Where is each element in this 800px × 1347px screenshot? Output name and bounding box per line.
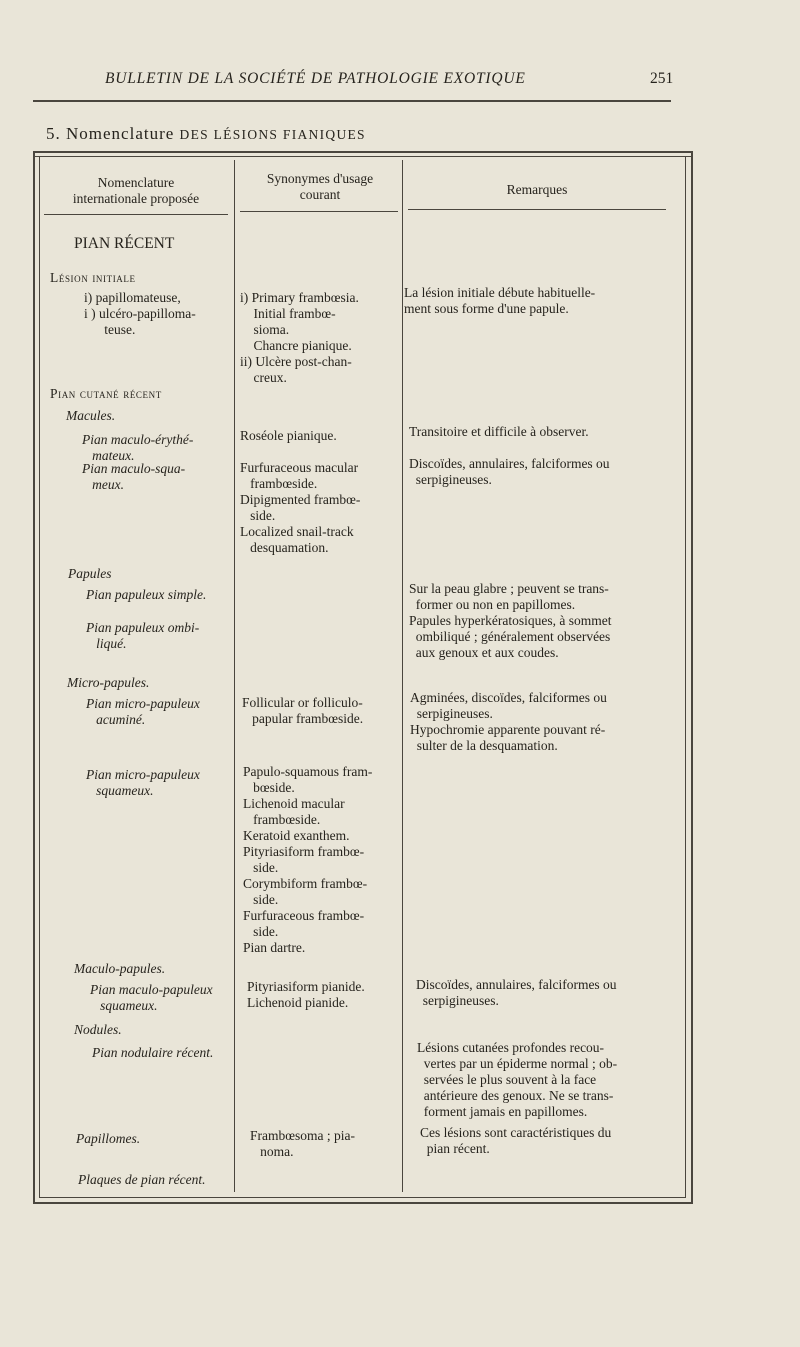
- initiale-synonymes: i) Primary frambœsia. Initial frambœ- sioma. Chancre pianique. ii) Ulcère post-chan- creux.: [240, 290, 359, 385]
- table-border-top-inner: [33, 156, 693, 157]
- section-title-rest: DES LÉSIONS FIANIQUES: [179, 127, 366, 142]
- maculo-papuleux-synonymes: Pityriasiform pianide. Lichenoid pianide.: [247, 979, 365, 1010]
- papuleux-simple-remarques: Sur la peau glabre ; peuvent se trans- former ou non en papillomes.: [409, 581, 609, 612]
- macules-erythemateux-remarques: Transitoire et difficile à observer.: [409, 424, 589, 439]
- micro-acumine-synonymes: Follicular or folliculo- papular frambœside.: [242, 695, 364, 726]
- papuleux-ombilique-nomenclature: Pian papuleux ombi- liqué.: [86, 620, 200, 651]
- table-border-left-inner: [39, 156, 40, 1198]
- column-header-nomenclature: Nomenclature internationale proposée: [72, 175, 200, 206]
- micro-acumine-nomenclature: Pian micro-papuleux acuminé.: [86, 696, 200, 727]
- group-maculo-papules: Maculo-papules.: [74, 961, 166, 976]
- initiale-remarques: La lésion initiale débute habituelle- ment sous forme d'une papule.: [404, 285, 596, 316]
- papillomes-synonymes: Frambœsoma ; pia- noma.: [250, 1128, 355, 1159]
- papuleux-ombilique-remarques: Papules hyperkératosiques, à sommet ombiliqué ; généralement observées aux genoux et aux coudes.: [409, 613, 612, 660]
- table-border-right-inner: [685, 156, 686, 1198]
- nodulaire-nomenclature: Pian nodulaire récent.: [92, 1045, 214, 1060]
- group-papillomes: Papillomes.: [76, 1131, 141, 1146]
- papillomes-remarques: Ces lésions sont caractéristiques du pian récent.: [420, 1125, 612, 1156]
- column-divider-2: [402, 160, 403, 1192]
- macules-squameux-synonymes: Furfuraceous macular frambœside. Dipigmented frambœ- side. Localized snail-track desquamation.: [240, 460, 361, 555]
- maculo-papuleux-remarques: Discoïdes, annulaires, falciformes ou serpigineuses.: [416, 977, 617, 1008]
- section-number: 5.: [46, 124, 61, 143]
- macules-squameux-remarques: Discoïdes, annulaires, falciformes ou serpigineuses.: [409, 456, 610, 487]
- column-divider-1: [234, 160, 235, 1192]
- maculo-papuleux-nomenclature: Pian maculo-papuleux squameux.: [90, 982, 213, 1013]
- group-micro-papules: Micro-papules.: [67, 675, 150, 690]
- group-nodules: Nodules.: [74, 1022, 122, 1037]
- header-underline-1: [44, 214, 228, 215]
- initiale-nomenclature: i) papillomateuse, i ) ulcéro-papilloma- teuse.: [84, 290, 196, 337]
- table-border-right: [691, 151, 693, 1203]
- header-underline-2: [240, 211, 398, 212]
- micro-squameux-nomenclature: Pian micro-papuleux squameux.: [86, 767, 200, 798]
- micro-acumine-remarques: Agminées, discoïdes, falciformes ou serpigineuses. Hypochromie apparente pouvant ré- sulter de la desquamation.: [410, 690, 607, 753]
- heading-pian-cutane-recent: Pian cutané récent: [50, 386, 162, 401]
- column-header-remarques: Remarques: [506, 182, 568, 197]
- nodulaire-remarques: Lésions cutanées profondes recou- vertes par un épiderme normal ; ob- servées le plus souvent à la face antérieure des genoux. Ne se trans- forment jamais en papillomes.: [417, 1040, 618, 1119]
- papuleux-simple-nomenclature: Pian papuleux simple.: [86, 587, 207, 602]
- section-title-first: Nomenclature: [66, 124, 175, 143]
- table-border-bottom-inner: [39, 1197, 686, 1198]
- section-title: [46, 124, 366, 144]
- heading-lesion-initiale: Lésion initiale: [50, 270, 136, 285]
- heading-pian-recent: PIAN RÉCENT: [74, 235, 175, 252]
- table-border-left: [33, 151, 35, 1203]
- group-papules: Papules: [68, 566, 112, 581]
- header-underline-3: [408, 209, 666, 210]
- table-border-top: [33, 151, 693, 153]
- journal-title: BULLETIN DE LA SOCIÉTÉ DE PATHOLOGIE EXOTIQUE: [105, 70, 526, 87]
- page-number: 251: [650, 70, 674, 87]
- column-header-synonymes: Synonymes d'usage courant: [266, 171, 374, 202]
- micro-squameux-synonymes: Papulo-squamous fram- bœside. Lichenoid macular frambœside. Keratoid exanthem. Pityriasiform frambœ- side. Corymbiform frambœ- side. Furfuraceous frambœ- side. Pian dartre.: [243, 764, 373, 955]
- macules-erythemateux-synonymes: Roséole pianique.: [240, 428, 337, 443]
- header-rule: [33, 100, 671, 102]
- macules-squameux-nomenclature: Pian maculo-squa- meux.: [82, 461, 186, 492]
- group-plaques: Plaques de pian récent.: [78, 1172, 206, 1187]
- group-macules: Macules.: [66, 408, 116, 423]
- table-border-bottom: [33, 1202, 693, 1204]
- macules-erythemateux-nomenclature: Pian maculo-érythé- mateux.: [82, 432, 194, 463]
